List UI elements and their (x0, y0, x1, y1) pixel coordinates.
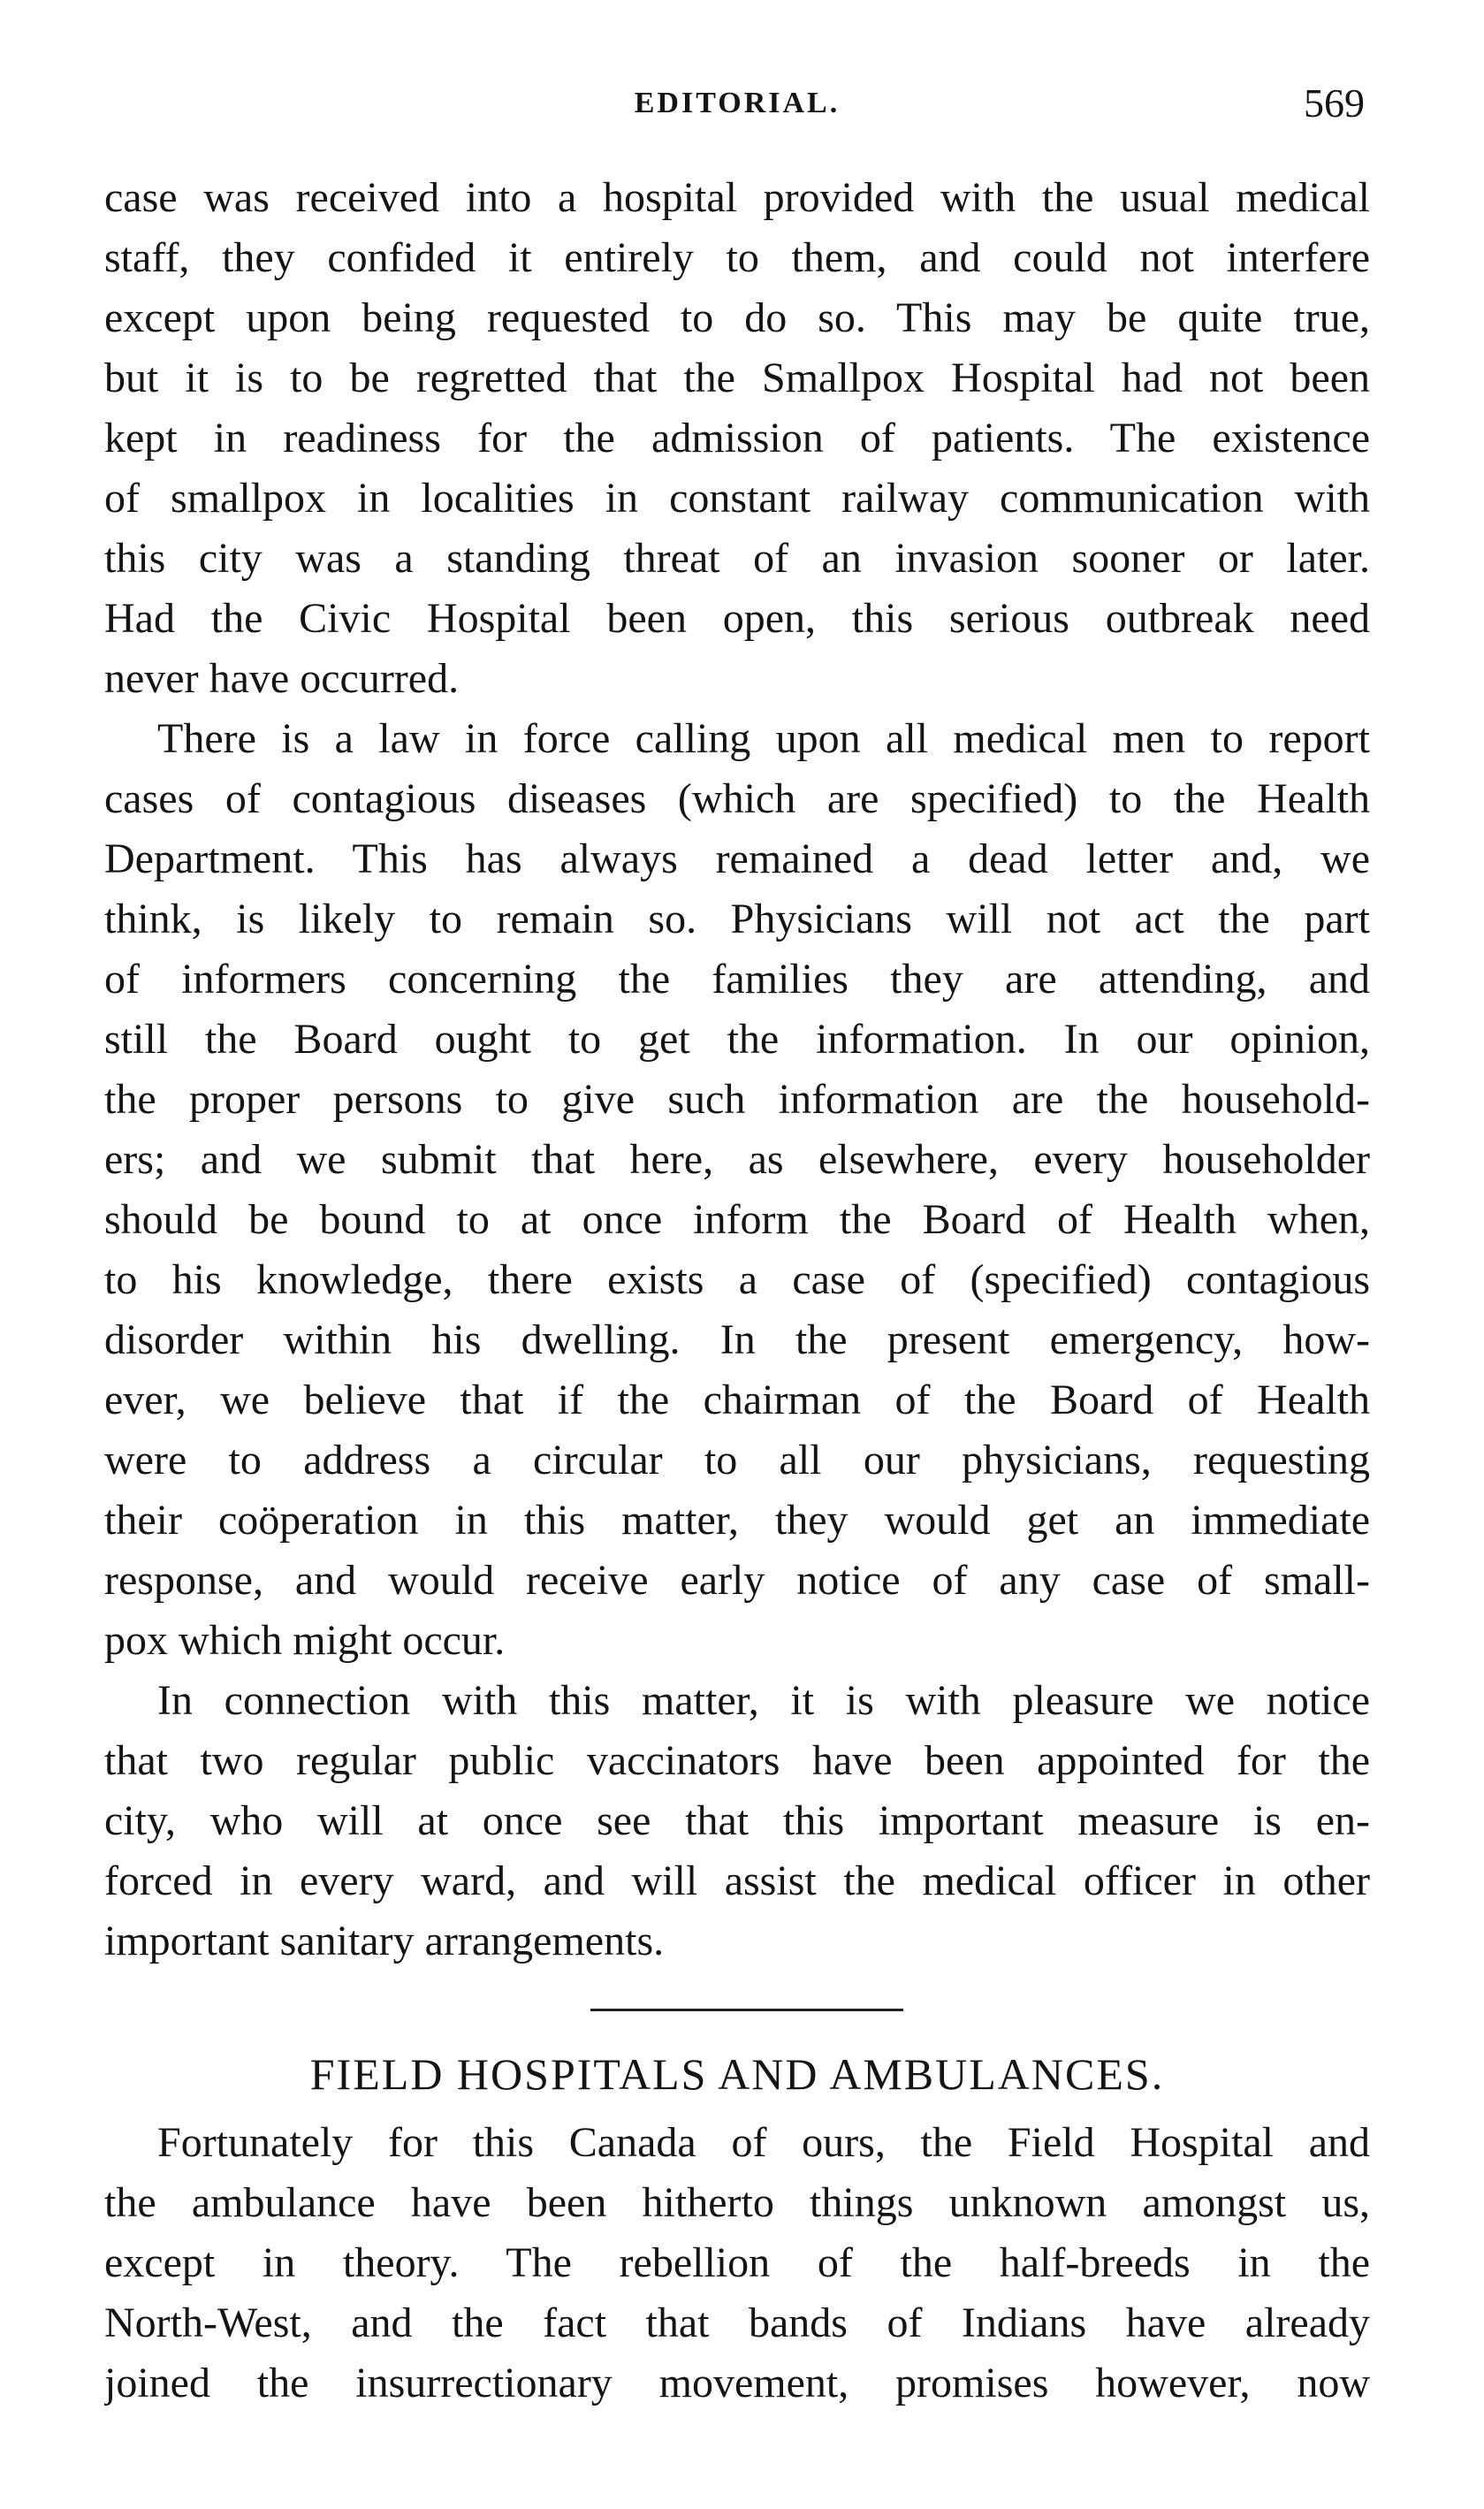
text-line: still the Board ought to get the information. In our opinion, (104, 1016, 1370, 1063)
section-heading: FIELD HOSPITALS AND AMBULANCES. (309, 2049, 1165, 2099)
text-line: the ambulance have been hitherto things unknown amongst us, (104, 2179, 1370, 2226)
text-line: were to address a circular to all our physicians, requesting (104, 1437, 1370, 1483)
text-line: case was received into a hospital provided with the usual medical (104, 174, 1370, 221)
text-line: Had the Civic Hospital been open, this serious outbreak need (104, 595, 1370, 642)
text-line: that two regular public vaccinators have been appointed for the (104, 1737, 1370, 1784)
text-line: Department. This has always remained a dead letter and, we (104, 835, 1370, 882)
text-line: except upon being requested to do so. This may be quite true, (104, 294, 1370, 341)
text-line: to his knowledge, there exists a case of (specified) contagious (104, 1256, 1370, 1303)
paragraph-3 (104, 1671, 1370, 1971)
text-line: response, and would receive early notice of any case of small- (104, 1557, 1370, 1604)
text-line: city, who will at once see that this important measure is en- (104, 1797, 1370, 1844)
text-line: kept in readiness for the admission of patients. The existence (104, 415, 1370, 461)
section-body (104, 2113, 1370, 2414)
text-line: of smallpox in localities in constant railway communication with (104, 475, 1370, 522)
text-line: but it is to be regretted that the Smallpox Hospital had not been (104, 355, 1370, 401)
text-line: pox which might occur. (104, 1617, 506, 1664)
text-line: never have occurred. (104, 655, 460, 702)
section-divider (590, 2009, 903, 2011)
text-line: cases of contagious diseases (which are specified) to the Health (104, 775, 1370, 822)
text-line: staff, they confided it entirely to them, and could not interfere (104, 234, 1370, 281)
text-line: think, is likely to remain so. Physicians will not act the part (104, 896, 1370, 942)
text-line: disorder within his dwelling. In the present emergency, how- (104, 1316, 1370, 1363)
paragraph-1 (104, 168, 1370, 709)
text-line: In connection with this matter, it is with pleasure we notice (157, 1677, 1370, 1724)
text-line: important sanitary arrangements. (104, 1918, 665, 1964)
text-line: the proper persons to give such information are the household- (104, 1076, 1370, 1123)
text-line: this city was a standing threat of an invasion sooner or later. (104, 535, 1370, 582)
text-line: should be bound to at once inform the Board of Health when, (104, 1196, 1370, 1243)
text-line: of informers concerning the families they are attending, and (104, 956, 1370, 1003)
text-line: ever, we believe that if the chairman of the Board of Health (104, 1377, 1370, 1423)
paragraph-2 (104, 709, 1370, 1671)
text-line: their coöperation in this matter, they would get an immediate (104, 1497, 1370, 1544)
text-line: North-West, and the fact that bands of Indians have already (104, 2299, 1370, 2346)
text-line: Fortunately for this Canada of ours, the Field Hospital and (157, 2119, 1370, 2166)
editorial-body (104, 168, 1370, 1971)
text-line: joined the insurrectionary movement, promises however, now (104, 2360, 1370, 2406)
page-number: 569 (1304, 80, 1365, 126)
running-head (104, 80, 1370, 133)
text-line: ers; and we submit that here, as elsewhere, every householder (104, 1136, 1370, 1183)
running-title: EDITORIAL. (634, 87, 841, 119)
text-line: except in theory. The rebellion of the half-breeds in the (104, 2239, 1370, 2286)
text-line: There is a law in force calling upon all medical men to report (157, 715, 1370, 762)
text-line: forced in every ward, and will assist the medical officer in other (104, 1857, 1370, 1904)
